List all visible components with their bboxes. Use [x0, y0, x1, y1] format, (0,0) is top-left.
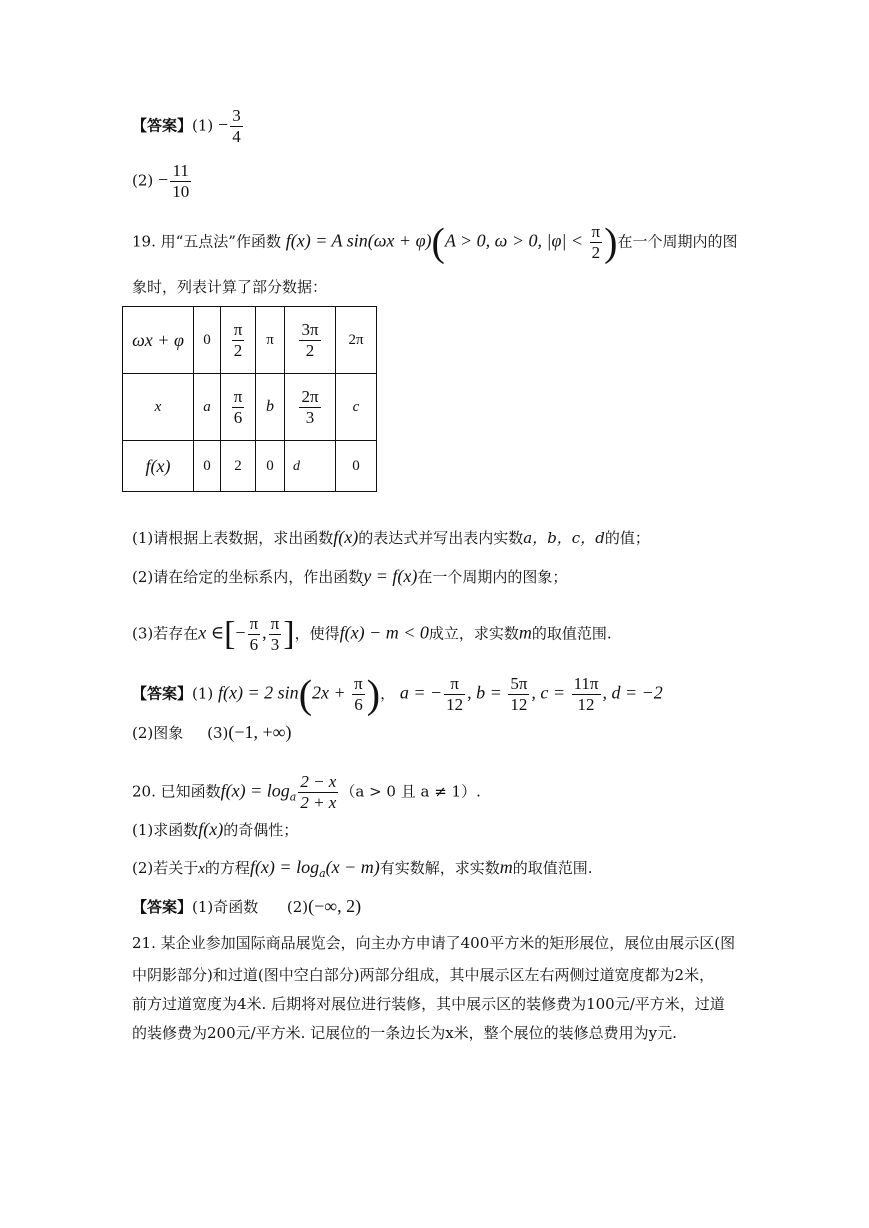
fraction: $\frac{11}{10}$: [172, 161, 190, 201]
fraction: $\frac{3}{4}$: [232, 106, 241, 146]
table-row: x a $\frac{\pi}{6}$ b $\frac{2\pi}{3}$ c: [123, 374, 377, 441]
q21-line1: 21. 某企业参加国际商品展览会，向主办方申请了400平方米的矩形展位，展位由展示区(图: [132, 934, 736, 952]
q20-question2: (2)若关于x的方程$f(x) = \log_a(x - m)$有实数解，求实数m的取值范围.: [132, 857, 593, 880]
q19-question1: (1)请根据上表数据，求出函数f(x)的表达式并写出表内实数a，b，c，d的值；: [132, 527, 650, 547]
table-row: f(x) 0 2 0 d 0: [123, 441, 377, 492]
answer-label: 【答案】: [132, 898, 193, 916]
q19-answer: 【答案】(1) f(x) = 2 sin(2x + $\frac{\pi}{6}$ )， a = − $\frac{\pi}{12}$ , b = $\frac{5\pi}{12}$ , c = $\frac{11\pi}{12}$ , d = −2: [132, 671, 663, 717]
q21-line4: 的装修费为200元/平方米. 记展位的一条边长为x米，整个展位的装修总费用为y元.: [132, 1024, 677, 1042]
five-point-table: [122, 306, 377, 492]
q18-answer-part1: 【答案】(1) − $\frac{3}{4}$: [132, 106, 241, 146]
q20-answer: 【答案】(1)奇函数 (2)(−∞, 2): [132, 896, 362, 916]
q19-question3: (3)若存在x ∈[− $\frac{\pi}{6}$ , $\frac{\pi}{3}$ ]，使得f(x) − m < 0成立，求实数m的取值范围.: [132, 614, 612, 654]
q20-intro: 20. 已知函数$f(x) = \log_a$ $\frac{2 - x}{2 + x}$ （a > 0 且 a ≠ 1）.: [132, 772, 481, 812]
answer-label: 【答案】: [132, 116, 193, 135]
table-row: ωx + φ 0 $\frac{\pi}{2}$ π $\frac{3\pi}{2}$ 2π: [123, 307, 377, 374]
q18-answer-part2: (2) − $\frac{11}{10}$: [132, 161, 190, 201]
q21-line3: 前方过道宽度为4米. 后期将对展位进行装修，其中展示区的装修费为100元/平方米，过道: [132, 995, 725, 1013]
q19-question2: (2)请在给定的坐标系内，作出函数y = f(x)在一个周期内的图象；: [132, 566, 568, 586]
q20-question1: (1)求函数f(x)的奇偶性；: [132, 819, 299, 839]
q19-intro-cont: 象时，列表计算了部分数据：: [132, 278, 328, 296]
q19-answer-cont: (2)图象 (3)(−1, +∞): [132, 722, 292, 742]
q19-intro: 19. 用“五点法”作函数 f(x) = A sin(ωx + φ)(A > 0, ω > 0, |φ| < $\frac{\pi}{2}$ )在一个周期内的图: [132, 219, 738, 265]
q21-line2: 中阴影部分)和过道(图中空白部分)两部分组成，其中展示区左右两侧过道宽度都为2米，: [132, 966, 715, 984]
answer-label: 【答案】: [132, 684, 193, 703]
